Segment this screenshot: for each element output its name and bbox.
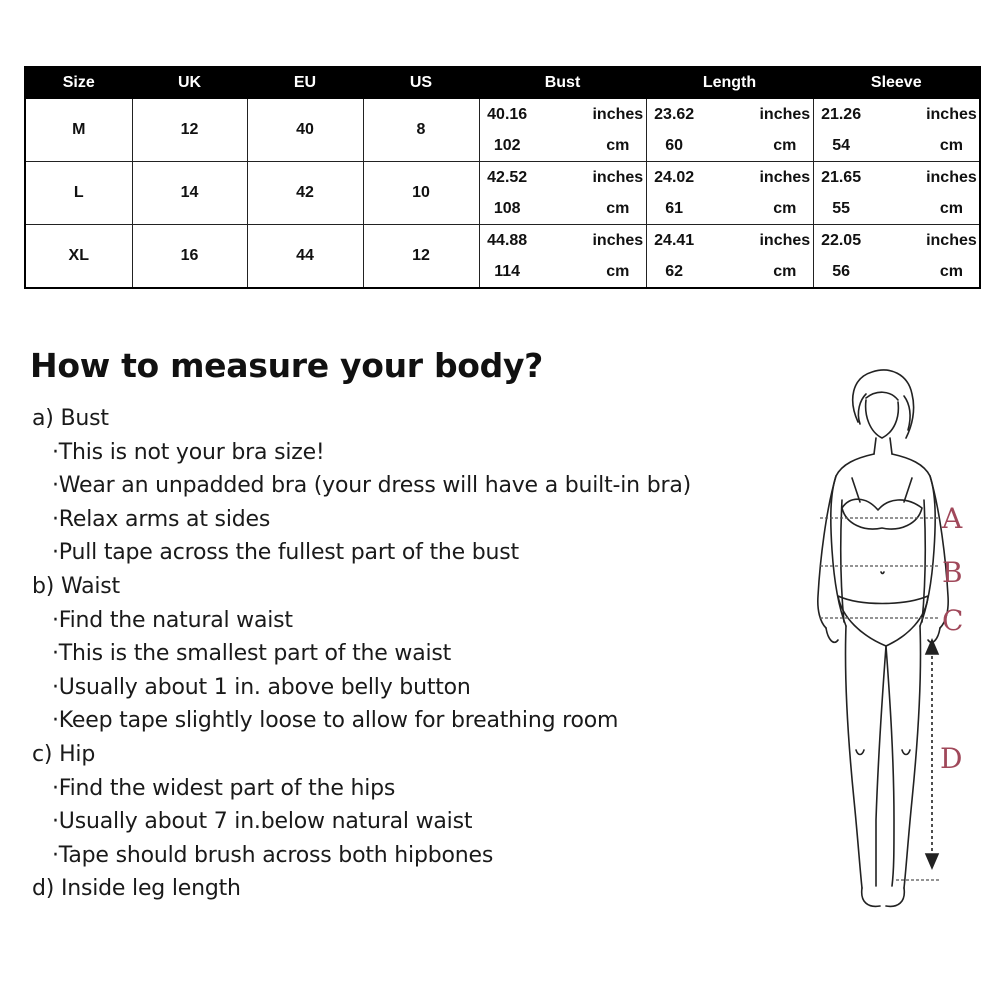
sleeve-inches	[814, 225, 980, 256]
table-row	[25, 99, 980, 162]
inseam-arrow	[926, 640, 938, 868]
length-inches	[647, 225, 813, 256]
inches-unit: inches	[926, 168, 977, 186]
cm-unit: cm	[939, 199, 963, 217]
instruction-item: ·This is not your bra size!	[52, 439, 325, 465]
cm-unit: cm	[606, 262, 630, 280]
length-inches	[647, 162, 813, 193]
length-cm-value: 60	[665, 136, 684, 154]
length-cm-value: 62	[665, 262, 684, 280]
cm-unit: cm	[606, 199, 630, 217]
length-inches-value: 23.62	[654, 105, 695, 123]
cell-size: XL	[25, 225, 132, 289]
cell-eu: 42	[247, 162, 363, 225]
table-header-row	[25, 67, 980, 99]
sleeve-inches	[814, 99, 980, 130]
body-outline	[818, 370, 948, 906]
inches-unit: inches	[592, 231, 644, 249]
label-b: B	[942, 556, 963, 589]
length-inches-value: 24.02	[654, 168, 695, 186]
body-measurement-figure	[790, 360, 990, 920]
cell-bust	[479, 162, 646, 225]
cm-unit: cm	[939, 262, 963, 280]
cell-uk: 12	[132, 99, 247, 162]
cm-unit: cm	[606, 136, 630, 154]
inches-unit: inches	[926, 231, 977, 249]
cell-sleeve	[813, 225, 980, 289]
cell-eu: 40	[247, 99, 363, 162]
inches-unit: inches	[759, 168, 811, 186]
length-cm	[647, 193, 813, 224]
instruction-item: ·Usually about 7 in.below natural waist	[52, 809, 473, 835]
bust-inches	[480, 225, 646, 256]
bust-inches	[480, 99, 646, 130]
cell-size: M	[25, 99, 132, 162]
bust-inches-value: 42.52	[487, 168, 528, 186]
table-row	[25, 162, 980, 225]
instruction-item: ·Find the widest part of the hips	[52, 775, 396, 801]
header-us: US	[363, 67, 479, 99]
instruction-item: ·Relax arms at sides	[52, 506, 271, 532]
section-heading: d) Inside leg length	[32, 876, 241, 902]
cell-bust	[479, 225, 646, 289]
bust-cm	[480, 256, 646, 287]
sleeve-cm-value: 56	[832, 262, 850, 280]
cell-length	[646, 225, 813, 289]
cm-unit: cm	[773, 262, 797, 280]
cell-eu: 44	[247, 225, 363, 289]
header-sleeve: Sleeve	[813, 67, 980, 99]
cell-bust	[479, 99, 646, 162]
cm-unit: cm	[939, 136, 963, 154]
sleeve-inches-value: 21.26	[821, 105, 862, 123]
instruction-item: ·Pull tape across the fullest part of the bust	[52, 540, 519, 566]
label-d: D	[940, 742, 963, 775]
cell-sleeve	[813, 162, 980, 225]
bust-inches	[480, 162, 646, 193]
instruction-item: ·Usually about 1 in. above belly button	[52, 674, 471, 700]
bust-cm-value: 102	[493, 136, 521, 154]
cell-us: 10	[363, 162, 479, 225]
cell-us: 12	[363, 225, 479, 289]
sleeve-cm	[814, 130, 980, 161]
inches-unit: inches	[592, 168, 644, 186]
sleeve-inches-value: 21.65	[821, 168, 862, 186]
cm-unit: cm	[773, 136, 797, 154]
cell-size: L	[25, 162, 132, 225]
sleeve-cm-value: 55	[832, 199, 850, 217]
inches-unit: inches	[759, 231, 811, 249]
length-inches	[647, 99, 813, 130]
table-row	[25, 225, 980, 289]
sleeve-inches-value: 22.05	[821, 231, 862, 249]
bust-cm	[480, 193, 646, 224]
inches-unit: inches	[759, 105, 811, 123]
section-heading: a) Bust	[32, 406, 109, 431]
cell-length	[646, 99, 813, 162]
length-cm-value: 61	[665, 199, 684, 217]
cm-unit: cm	[773, 199, 797, 217]
sleeve-cm	[814, 256, 980, 287]
bust-cm-value: 114	[494, 262, 521, 280]
header-eu: EU	[247, 67, 363, 99]
measurement-lines	[820, 518, 940, 880]
header-bust: Bust	[479, 67, 646, 99]
header-size: Size	[25, 67, 132, 99]
instruction-item: ·Tape should brush across both hipbones	[52, 842, 494, 868]
sleeve-cm	[814, 193, 980, 224]
bust-cm	[480, 130, 646, 161]
bust-inches-value: 40.16	[487, 105, 528, 123]
inches-unit: inches	[592, 105, 644, 123]
cell-uk: 16	[132, 225, 247, 289]
length-cm	[647, 130, 813, 161]
section-heading: b) Waist	[32, 574, 120, 599]
instruction-item: ·Keep tape slightly loose to allow for breathing room	[52, 708, 619, 734]
size-chart-table	[24, 66, 981, 289]
guide-title: How to measure your body?	[30, 346, 544, 385]
section-heading: c) Hip	[32, 742, 96, 767]
cell-sleeve	[813, 99, 980, 162]
cell-length	[646, 162, 813, 225]
bust-inches-value: 44.88	[487, 231, 528, 249]
header-length: Length	[646, 67, 813, 99]
label-c: C	[942, 604, 964, 637]
length-inches-value: 24.41	[654, 231, 695, 249]
length-cm	[647, 256, 813, 287]
sleeve-cm-value: 54	[832, 136, 850, 154]
instruction-item: ·This is the smallest part of the waist	[52, 641, 452, 667]
label-a: A	[942, 502, 963, 535]
instruction-item: ·Find the natural waist	[52, 607, 293, 633]
cell-us: 8	[363, 99, 479, 162]
sleeve-inches	[814, 162, 980, 193]
inches-unit: inches	[926, 105, 977, 123]
cell-uk: 14	[132, 162, 247, 225]
header-uk: UK	[132, 67, 247, 99]
bust-cm-value: 108	[493, 199, 521, 217]
instruction-item: ·Wear an unpadded bra (your dress will have a built-in bra)	[52, 473, 691, 499]
